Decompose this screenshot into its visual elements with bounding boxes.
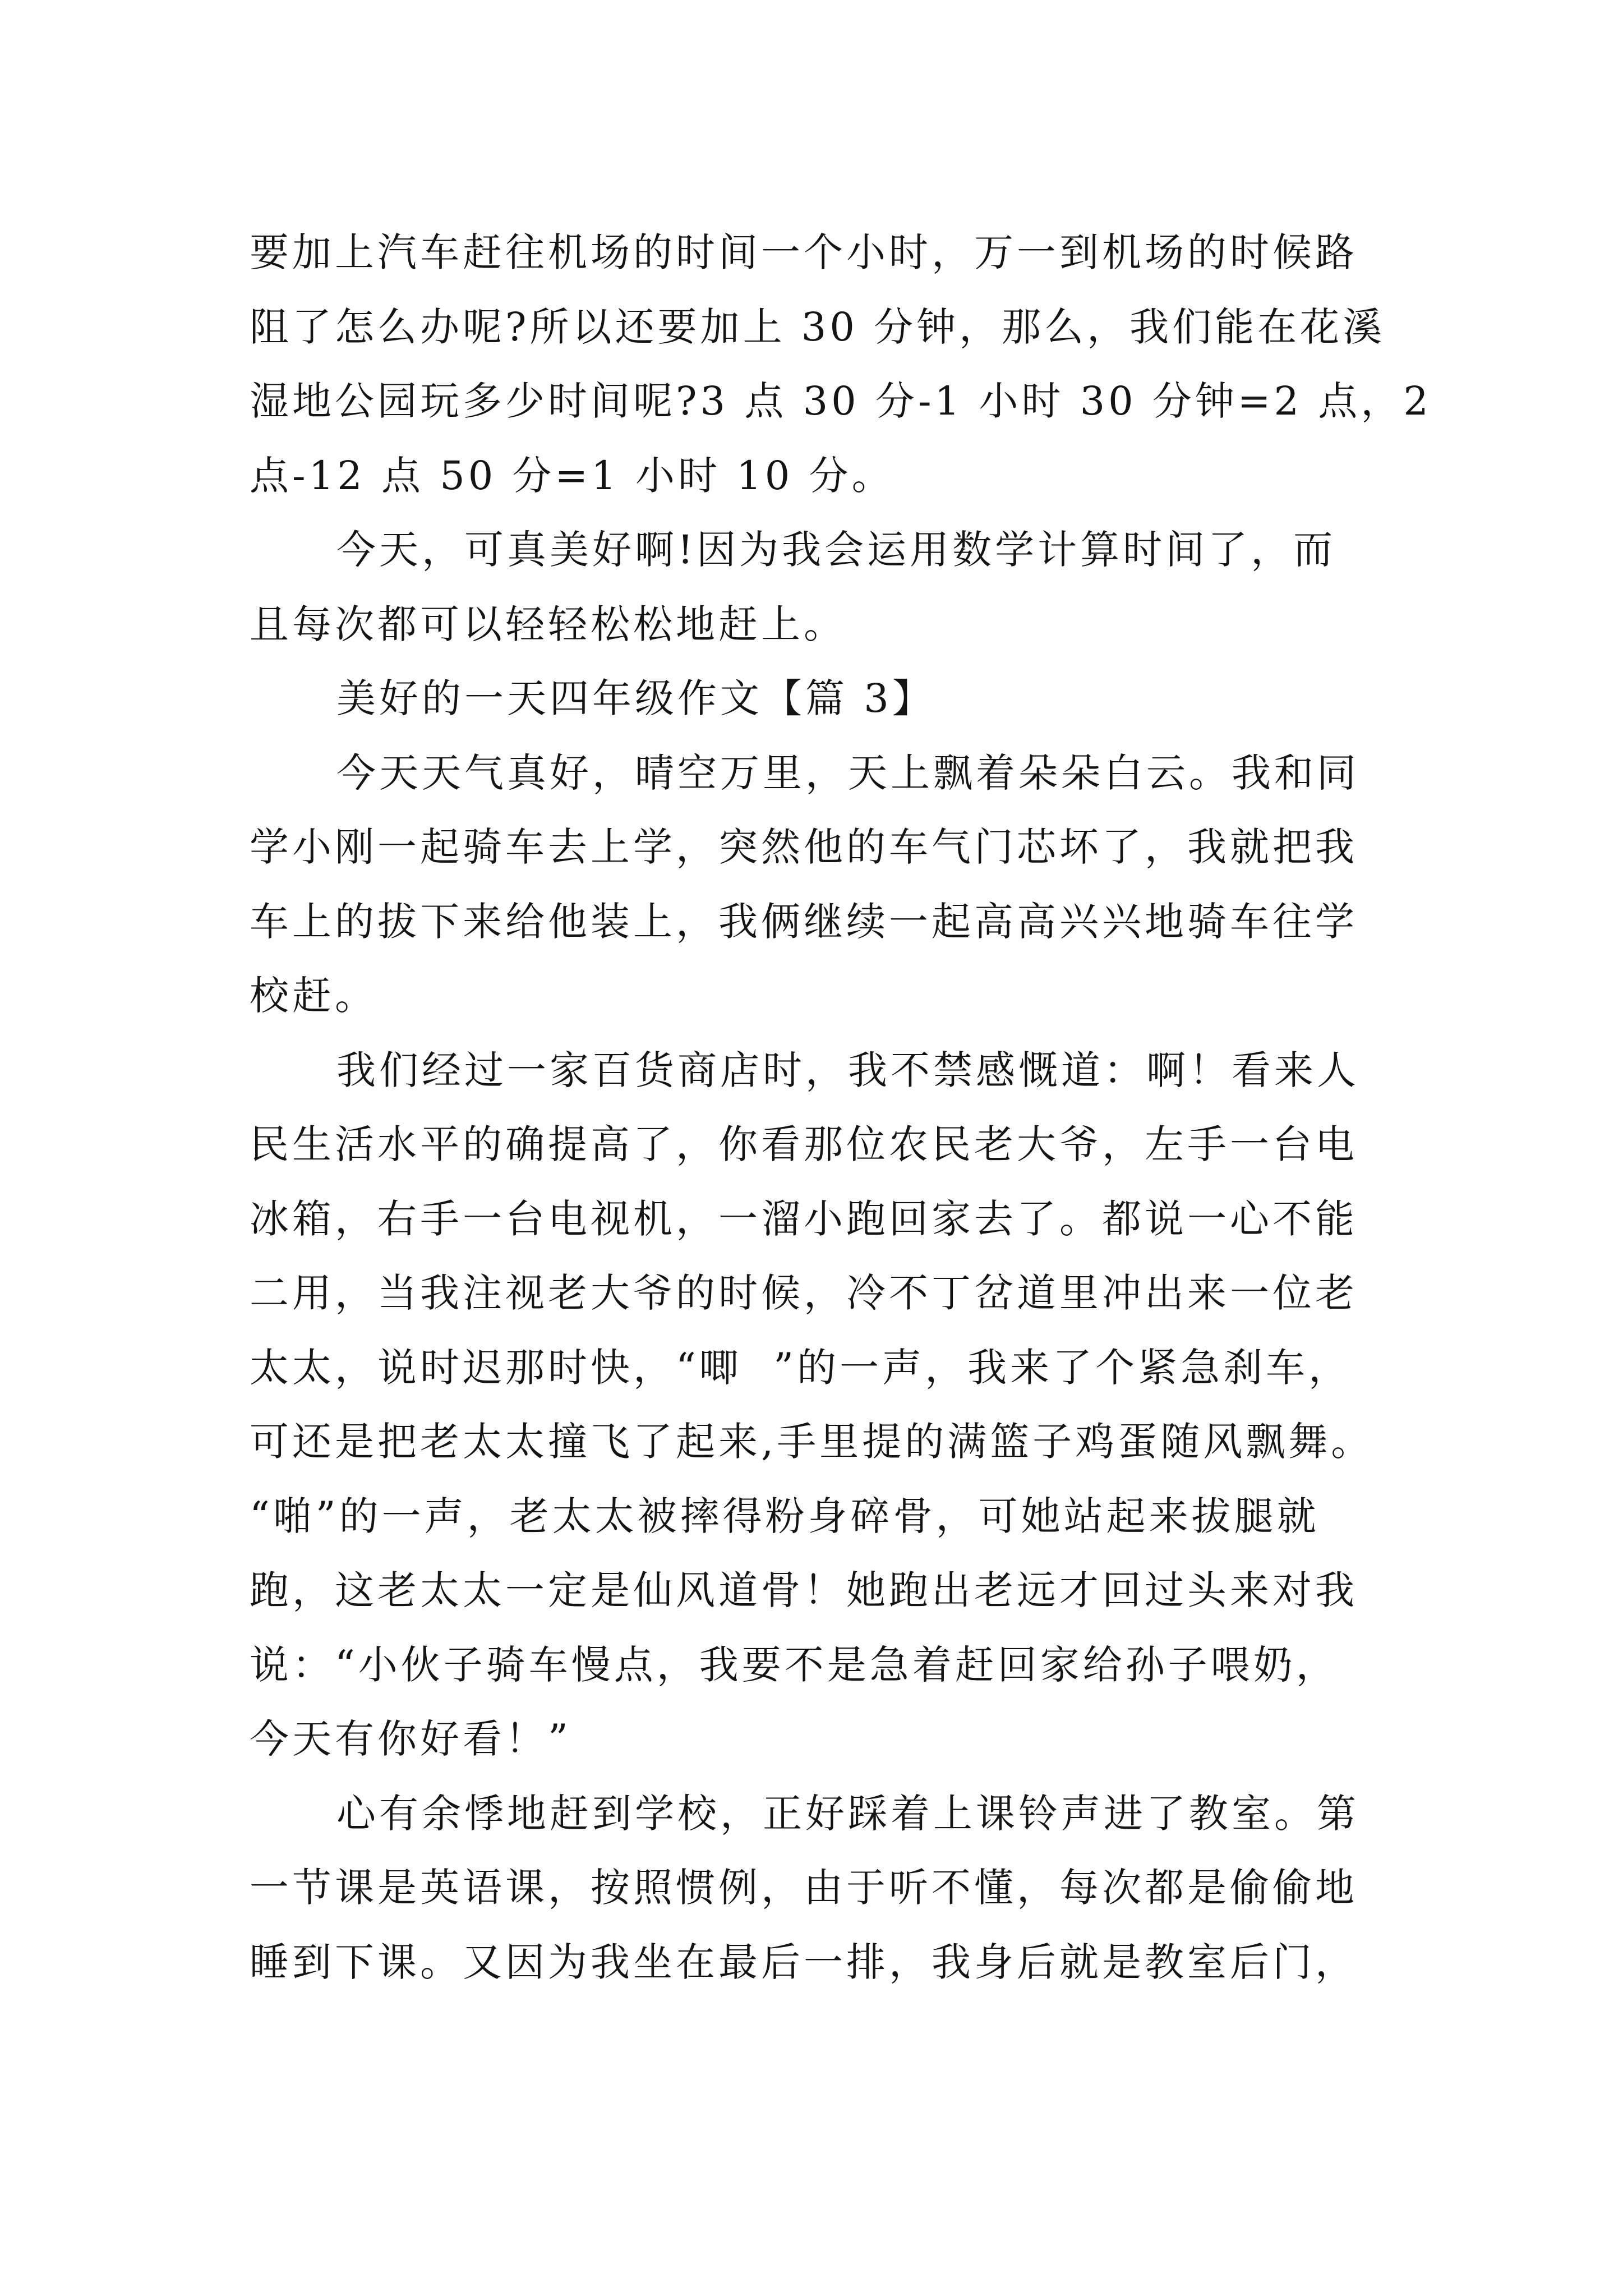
text-line: 跑，这老太太一定是仙风道骨！她跑出老远才回过头来对我 xyxy=(250,1567,1358,1613)
text-line: 太太，说时迟那时快，“唧 ”的一声，我来了个紧急刹车， xyxy=(250,1345,1352,1391)
text-line: 一节课是英语课，按照惯例，由于听不懂，每次都是偷偷地 xyxy=(250,1865,1358,1911)
text-line: 今天有你好看！” xyxy=(250,1716,571,1762)
text-line: 校赶。 xyxy=(250,973,377,1019)
text-line: “啪”的一声，老太太被摔得粉身碎骨，可她站起来拔腿就 xyxy=(250,1493,1320,1539)
text-line: 学小刚一起骑车去上学，突然他的车气门芯坏了，我就把我 xyxy=(250,824,1358,870)
text-line: 说：“小伙子骑车慢点，我要不是急着赶回家给孙子喂奶， xyxy=(250,1642,1339,1688)
text-line: 且每次都可以轻轻松松地赶上。 xyxy=(250,601,846,647)
text-line: 睡到下课。又因为我坐在最后一排，我身后就是教室后门， xyxy=(250,1939,1358,1985)
paragraph-first-line: 我们经过一家百货商店时，我不禁感慨道：啊！看来人 xyxy=(336,1047,1359,1093)
section-heading: 美好的一天四年级作文【篇 3】 xyxy=(336,675,935,721)
paragraph-first-line: 今天天气真好，晴空万里，天上飘着朵朵白云。我和同 xyxy=(336,750,1359,796)
text-line: 可还是把老太太撞飞了起来,手里提的满篮子鸡蛋随风飘舞。 xyxy=(250,1419,1374,1465)
text-line: 阻了怎么办呢?所以还要加上 30 分钟，那么，我们能在花溪 xyxy=(250,304,1386,350)
text-line: 车上的拔下来给他装上，我俩继续一起高高兴兴地骑车往学 xyxy=(250,899,1358,945)
paragraph-first-line: 今天，可真美好啊!因为我会运用数学计算时间了，而 xyxy=(336,527,1336,573)
text-line: 民生活水平的确提高了，你看那位农民老大爷，左手一台电 xyxy=(250,1121,1358,1167)
text-line: 湿地公园玩多少时间呢?3 点 30 分-1 小时 30 分钟=2 点，2 xyxy=(250,378,1432,424)
text-line: 点-12 点 50 分=1 小时 10 分。 xyxy=(250,453,895,499)
text-line: 二用，当我注视老大爷的时候，冷不丁岔道里冲出来一位老 xyxy=(250,1270,1358,1316)
paragraph-first-line: 心有余悸地赶到学校，正好踩着上课铃声进了教室。第 xyxy=(336,1791,1359,1837)
text-line: 冰箱，右手一台电视机，一溜小跑回家去了。都说一心不能 xyxy=(250,1196,1358,1242)
text-line: 要加上汽车赶往机场的时间一个小时，万一到机场的时候路 xyxy=(250,229,1358,275)
